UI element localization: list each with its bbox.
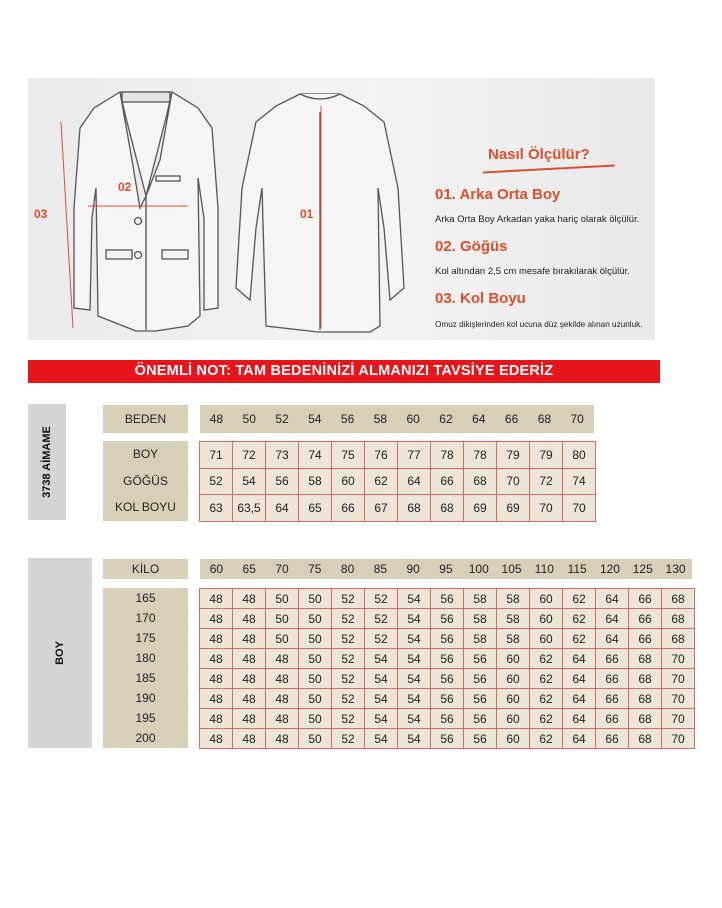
table-cell: 62 bbox=[563, 589, 596, 609]
table-cell: 70 bbox=[497, 468, 530, 495]
height-row-label: 190 bbox=[135, 691, 156, 705]
table-cell: 60 bbox=[497, 649, 530, 669]
kilo-weight-header: 80 bbox=[340, 562, 355, 576]
table-row bbox=[200, 689, 695, 709]
table-cell: 63,5 bbox=[233, 495, 266, 522]
table-cell: 64 bbox=[563, 689, 596, 709]
beden-size-header: 62 bbox=[439, 412, 453, 426]
table-cell: 52 bbox=[332, 629, 365, 649]
table-cell: 79 bbox=[530, 442, 563, 469]
table-cell: 50 bbox=[299, 609, 332, 629]
table-cell: 58 bbox=[497, 629, 530, 649]
table-cell: 70 bbox=[662, 729, 695, 749]
table-row bbox=[200, 589, 695, 609]
table-cell: 54 bbox=[398, 669, 431, 689]
table-cell: 50 bbox=[266, 609, 299, 629]
size-row-label: KOL BOYU bbox=[115, 500, 176, 514]
table-row bbox=[200, 495, 596, 522]
front-jacket-drawing bbox=[74, 92, 218, 331]
table-cell: 70 bbox=[662, 669, 695, 689]
table-row bbox=[200, 468, 596, 495]
table-cell: 64 bbox=[596, 589, 629, 609]
beden-size-header: 60 bbox=[406, 412, 420, 426]
table-cell: 50 bbox=[299, 729, 332, 749]
step-1-description: Arka Orta Boy Arkadan yaka hariç olarak ölçülür. bbox=[435, 214, 640, 225]
table-cell: 56 bbox=[431, 689, 464, 709]
kilo-weight-header: 70 bbox=[275, 562, 289, 576]
table-cell: 54 bbox=[365, 649, 398, 669]
kilo-weight-header: 120 bbox=[599, 562, 620, 576]
table-cell: 64 bbox=[563, 669, 596, 689]
table-cell: 54 bbox=[398, 649, 431, 669]
height-row-label: 195 bbox=[135, 711, 156, 725]
table-cell: 50 bbox=[266, 589, 299, 609]
beden-size-header: 66 bbox=[504, 412, 519, 426]
table-cell: 54 bbox=[365, 669, 398, 689]
table-cell: 66 bbox=[332, 495, 365, 522]
table-cell: 80 bbox=[563, 442, 596, 469]
kilo-weight-header: 95 bbox=[439, 562, 453, 576]
table-row bbox=[200, 442, 596, 469]
table-cell: 56 bbox=[431, 629, 464, 649]
table-cell: 56 bbox=[431, 589, 464, 609]
table-row bbox=[200, 609, 695, 629]
table-cell: 60 bbox=[497, 669, 530, 689]
table-cell: 66 bbox=[596, 669, 629, 689]
back-length-label: 01 bbox=[300, 207, 314, 221]
table-cell: 60 bbox=[497, 689, 530, 709]
table-cell: 70 bbox=[530, 495, 563, 522]
table-cell: 70 bbox=[662, 689, 695, 709]
table-cell: 62 bbox=[563, 609, 596, 629]
size-row-labels bbox=[103, 441, 188, 521]
table-cell: 66 bbox=[629, 629, 662, 649]
table-cell: 68 bbox=[629, 729, 662, 749]
table-cell: 68 bbox=[662, 629, 695, 649]
kilo-weight-header: 75 bbox=[308, 562, 322, 576]
step-2-description: Kol altından 2,5 cm mesafe bırakılarak ölçülür. bbox=[435, 266, 630, 277]
table-cell: 50 bbox=[299, 629, 332, 649]
table-row bbox=[200, 629, 695, 649]
table-cell: 64 bbox=[398, 468, 431, 495]
table-cell: 48 bbox=[233, 709, 266, 729]
table-cell: 66 bbox=[596, 689, 629, 709]
table-cell: 48 bbox=[200, 589, 233, 609]
height-table-side-label bbox=[28, 558, 92, 748]
table-cell: 74 bbox=[563, 468, 596, 495]
table-cell: 68 bbox=[629, 689, 662, 709]
kilo-weight-header: 90 bbox=[406, 562, 420, 576]
table-cell: 54 bbox=[233, 468, 266, 495]
important-note-banner: ÖNEMLİ NOT: TAM BEDENİNİZİ ALMANIZI TAVSİYE EDERİZ bbox=[28, 360, 660, 383]
table-cell: 54 bbox=[398, 709, 431, 729]
table-row bbox=[200, 709, 695, 729]
table-cell: 69 bbox=[497, 495, 530, 522]
table-cell: 48 bbox=[200, 609, 233, 629]
table-cell: 70 bbox=[563, 495, 596, 522]
table-cell: 66 bbox=[596, 709, 629, 729]
table-cell: 62 bbox=[530, 709, 563, 729]
table-cell: 54 bbox=[365, 689, 398, 709]
kilo-header-row bbox=[200, 559, 692, 579]
table-cell: 67 bbox=[365, 495, 398, 522]
table-cell: 48 bbox=[233, 589, 266, 609]
height-row-label: 200 bbox=[135, 731, 156, 745]
table-cell: 52 bbox=[332, 609, 365, 629]
table-cell: 66 bbox=[629, 589, 662, 609]
table-cell: 58 bbox=[464, 629, 497, 649]
size-row-label: GÖĞÜS bbox=[123, 473, 168, 488]
table-cell: 72 bbox=[233, 442, 266, 469]
table-cell: 71 bbox=[200, 442, 233, 469]
table-cell: 52 bbox=[332, 649, 365, 669]
table-cell: 60 bbox=[497, 709, 530, 729]
table-cell: 54 bbox=[365, 709, 398, 729]
table-cell: 52 bbox=[332, 689, 365, 709]
table-row bbox=[200, 649, 695, 669]
table-cell: 73 bbox=[266, 442, 299, 469]
table-cell: 60 bbox=[530, 609, 563, 629]
beden-size-header: 68 bbox=[537, 412, 552, 426]
table-cell: 54 bbox=[398, 729, 431, 749]
table-cell: 68 bbox=[398, 495, 431, 522]
table-cell: 64 bbox=[563, 709, 596, 729]
kilo-weight-header: 110 bbox=[534, 562, 554, 576]
table-cell: 48 bbox=[266, 689, 299, 709]
table-cell: 48 bbox=[200, 629, 233, 649]
table-cell: 60 bbox=[530, 589, 563, 609]
size-table-side-label bbox=[28, 404, 66, 520]
table-cell: 66 bbox=[596, 729, 629, 749]
kilo-weight-header: 65 bbox=[242, 562, 256, 576]
jacket-illustration bbox=[28, 78, 655, 340]
step-3-heading: 03. Kol Boyu bbox=[435, 290, 526, 307]
table-cell: 66 bbox=[629, 609, 662, 629]
table-cell: 48 bbox=[233, 689, 266, 709]
table-cell: 56 bbox=[464, 649, 497, 669]
table-cell: 56 bbox=[431, 669, 464, 689]
table-cell: 48 bbox=[200, 689, 233, 709]
table-row bbox=[200, 669, 695, 689]
table-cell: 68 bbox=[464, 468, 497, 495]
height-row-label: 185 bbox=[135, 671, 156, 685]
table-cell: 64 bbox=[563, 649, 596, 669]
beden-size-header: 58 bbox=[373, 412, 388, 426]
table-cell: 66 bbox=[431, 468, 464, 495]
table-cell: 56 bbox=[431, 649, 464, 669]
table-cell: 50 bbox=[299, 709, 332, 729]
table-cell: 66 bbox=[596, 649, 629, 669]
table-cell: 52 bbox=[365, 629, 398, 649]
beden-size-header: 54 bbox=[308, 412, 322, 426]
guide-title: Nasıl Ölçülür? bbox=[488, 146, 590, 163]
table-cell: 68 bbox=[662, 609, 695, 629]
size-table-grid bbox=[199, 441, 596, 522]
table-cell: 58 bbox=[464, 589, 497, 609]
table-cell: 68 bbox=[431, 495, 464, 522]
table-cell: 56 bbox=[431, 609, 464, 629]
height-labels bbox=[103, 588, 188, 748]
table-cell: 48 bbox=[233, 629, 266, 649]
table-cell: 48 bbox=[200, 729, 233, 749]
table-cell: 58 bbox=[299, 468, 332, 495]
table-cell: 52 bbox=[332, 589, 365, 609]
table-cell: 68 bbox=[662, 589, 695, 609]
table-cell: 56 bbox=[431, 709, 464, 729]
table-cell: 52 bbox=[200, 468, 233, 495]
table-cell: 70 bbox=[662, 649, 695, 669]
table-cell: 78 bbox=[431, 442, 464, 469]
table-cell: 68 bbox=[629, 709, 662, 729]
weight-table-grid bbox=[199, 588, 695, 749]
table-cell: 77 bbox=[398, 442, 431, 469]
table-cell: 52 bbox=[365, 609, 398, 629]
table-cell: 50 bbox=[266, 629, 299, 649]
table-cell: 65 bbox=[299, 495, 332, 522]
measurement-guide-panel bbox=[28, 78, 655, 340]
table-cell: 76 bbox=[365, 442, 398, 469]
table-cell: 48 bbox=[233, 729, 266, 749]
back-jacket-drawing bbox=[236, 94, 404, 332]
table-row bbox=[200, 729, 695, 749]
kilo-weight-header: 100 bbox=[468, 562, 489, 576]
kilo-weight-header: 130 bbox=[665, 562, 686, 576]
kilo-weight-header: 115 bbox=[567, 562, 587, 576]
height-table-side-text: BOY bbox=[54, 641, 66, 665]
table-cell: 72 bbox=[530, 468, 563, 495]
table-cell: 68 bbox=[629, 669, 662, 689]
table-cell: 70 bbox=[662, 709, 695, 729]
height-row-label: 175 bbox=[135, 631, 156, 645]
table-cell: 78 bbox=[464, 442, 497, 469]
table-cell: 75 bbox=[332, 442, 365, 469]
front-sleeve-label: 03 bbox=[34, 207, 48, 221]
table-cell: 54 bbox=[398, 609, 431, 629]
front-chest-label: 02 bbox=[118, 180, 132, 194]
table-cell: 62 bbox=[530, 669, 563, 689]
table-cell: 62 bbox=[365, 468, 398, 495]
table-cell: 48 bbox=[233, 669, 266, 689]
table-cell: 60 bbox=[497, 729, 530, 749]
table-cell: 62 bbox=[563, 629, 596, 649]
table-cell: 48 bbox=[200, 649, 233, 669]
table-cell: 60 bbox=[530, 629, 563, 649]
kilo-weight-header: 85 bbox=[373, 562, 388, 576]
beden-size-header: 48 bbox=[209, 412, 224, 426]
table-cell: 79 bbox=[497, 442, 530, 469]
table-cell: 48 bbox=[200, 669, 233, 689]
table-cell: 54 bbox=[398, 629, 431, 649]
table-cell: 48 bbox=[266, 649, 299, 669]
table-cell: 48 bbox=[266, 709, 299, 729]
beden-size-header: 52 bbox=[275, 412, 289, 426]
kilo-weight-header: 60 bbox=[209, 562, 224, 576]
height-row-label: 165 bbox=[135, 591, 156, 605]
kilo-weight-header: 125 bbox=[632, 562, 653, 576]
table-cell: 56 bbox=[464, 709, 497, 729]
table-cell: 69 bbox=[464, 495, 497, 522]
table-cell: 68 bbox=[629, 649, 662, 669]
table-cell: 52 bbox=[365, 589, 398, 609]
step-1-heading: 01. Arka Orta Boy bbox=[435, 186, 561, 203]
table-cell: 48 bbox=[266, 669, 299, 689]
size-row-label: BOY bbox=[132, 447, 159, 461]
table-cell: 50 bbox=[299, 689, 332, 709]
table-cell: 64 bbox=[266, 495, 299, 522]
size-table-side-text: 3738 AİMAME bbox=[41, 426, 54, 498]
table-cell: 56 bbox=[464, 689, 497, 709]
table-cell: 50 bbox=[299, 669, 332, 689]
table-cell: 56 bbox=[266, 468, 299, 495]
table-cell: 50 bbox=[299, 649, 332, 669]
table-cell: 58 bbox=[497, 589, 530, 609]
beden-header-label: BEDEN bbox=[103, 405, 188, 433]
table-cell: 48 bbox=[266, 729, 299, 749]
table-cell: 64 bbox=[596, 629, 629, 649]
table-cell: 58 bbox=[464, 609, 497, 629]
table-cell: 50 bbox=[299, 589, 332, 609]
table-cell: 52 bbox=[332, 669, 365, 689]
table-cell: 56 bbox=[431, 729, 464, 749]
table-cell: 63 bbox=[200, 495, 233, 522]
table-cell: 52 bbox=[332, 729, 365, 749]
table-cell: 48 bbox=[233, 609, 266, 629]
table-cell: 54 bbox=[398, 589, 431, 609]
height-row-label: 180 bbox=[135, 651, 156, 665]
table-cell: 54 bbox=[365, 729, 398, 749]
table-cell: 58 bbox=[497, 609, 530, 629]
table-cell: 52 bbox=[332, 709, 365, 729]
beden-size-header: 56 bbox=[340, 412, 355, 426]
table-cell: 64 bbox=[563, 729, 596, 749]
table-cell: 54 bbox=[398, 689, 431, 709]
kilo-weight-header: 105 bbox=[501, 562, 522, 576]
height-row-label: 170 bbox=[135, 611, 156, 625]
beden-size-header: 70 bbox=[570, 412, 584, 426]
step-3-description: Omuz dikişlerinden kol ucuna düz şekilde alınan uzunluk. bbox=[435, 320, 643, 329]
table-cell: 60 bbox=[332, 468, 365, 495]
beden-size-header: 50 bbox=[242, 412, 256, 426]
beden-size-header: 64 bbox=[472, 412, 486, 426]
table-cell: 48 bbox=[233, 649, 266, 669]
kilo-header-label: KİLO bbox=[103, 559, 188, 579]
table-cell: 56 bbox=[464, 669, 497, 689]
table-cell: 74 bbox=[299, 442, 332, 469]
table-cell: 48 bbox=[200, 709, 233, 729]
table-cell: 64 bbox=[596, 609, 629, 629]
table-cell: 62 bbox=[530, 689, 563, 709]
table-cell: 56 bbox=[464, 729, 497, 749]
beden-header-row bbox=[200, 405, 594, 433]
table-cell: 62 bbox=[530, 649, 563, 669]
table-cell: 62 bbox=[530, 729, 563, 749]
step-2-heading: 02. Göğüs bbox=[435, 238, 508, 255]
